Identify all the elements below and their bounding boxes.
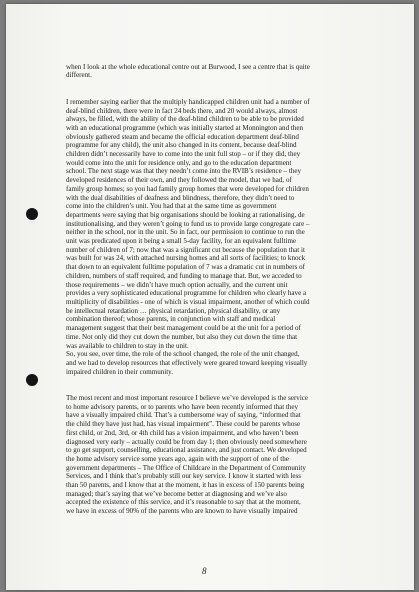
paragraph-deaf-blind-unit: I remember saying earlier that the multiply handicapped children unit had a number of deaf-blind children, there were in fact 24 beds there, and 20 would always, almost always, be filled, with the ability of the deaf-blind children to be able to be provided with an educational programme (which was initially started at Monnington and then obviously gathered steam and became the official education department deaf-blind programme for any child), the unit also changed in its content, because deaf-blind children didn’t necessarily have to come into the unit full stop – or if they did, they would come into the unit for residence only, and go to the education department school. The next stage was that they needn’t come into the RVIB’s residence – they developed residences of their own, and they followed the model, that we had, of family group homes; so you had family group homes that were developed for children with the dual disabilities of deafness and blindness, therefore, they didn’t need to come into the children’s unit. You had that at the same time as government departments were saying that big organisations should be looking at rationalising, de institutionalising, and they weren’t going to fund us to provide large congregate care – neither in the school, nor in the unit. So in fact, our permission to continue to run the unit was predicated upon it being a small 5-day facility, for an equivalent fulltime number of children of 7; now that was a significant cut because the population that it was built for was 24, with attached nursing homes and all sorts of facilities; to knock that down to an equivalent fulltime population of 7 was a dramatic cut in numbers of children, numbers of staff required, and funding to manage that. But, we acceded to those requirements – we didn’t have much option actually, and the current unit provides a very sophisticated educational programme for children who clearly have a multiplicity of disabilities - one of which is visual impairment, another of which could be intellectual retardation … physical retardation, physical disability, or any combination thereof; whose parents, in conjunction with staff and medical management suggest that their best management could be at the unit for a period of time. Not only did they cut down the number, but also they cut down the time that was available to children to stay in the unit. So, you see, over time, the role of the school changed, the role of the unit changed, and we had to develop resources that effectively were geared toward keeping visually impaired children in their community. <box>66 97 310 376</box>
punch-hole <box>26 374 38 386</box>
punch-hole <box>26 208 38 220</box>
paragraph-home-advisory: The most recent and most important resource I believe we’ve developed is the service to home advisory parents, or to parents who have been recently informed that they have a visually impaired child. That’s a cumbersome way of saying, “informed that the child they have just had, has visual impairment”. These could be parents whose first child, or 2nd, 3rd, or 4th child has a vision impairment, and who haven’t been diagnosed very early – actually could be from day 1; then obviously need somewhere to go get support, counselling, educational assistance, and just contact. We developed the home advisory service some years ago, again with the support of one of the government departments – The Office of Childcare in the Department of Community Services, and I think that’s probably still our key service. I know it started with less than 50 parents, and I know that at the moment, it has in excess of 150 parents being managed; that’s saying that we’ve become better at diagnosing and we’ve also accepted the existence of this service, and it’s reasonable to say that at the moment, we have in excess of 90% of the parents who are known to have visually impaired <box>66 394 309 516</box>
paragraph-intro: when I look at the whole educational centre out at Burwood, I see a centre that is quite different. <box>66 62 310 80</box>
body-text <box>66 54 402 525</box>
page-number: 8 <box>202 566 207 576</box>
document-page <box>6 4 414 590</box>
